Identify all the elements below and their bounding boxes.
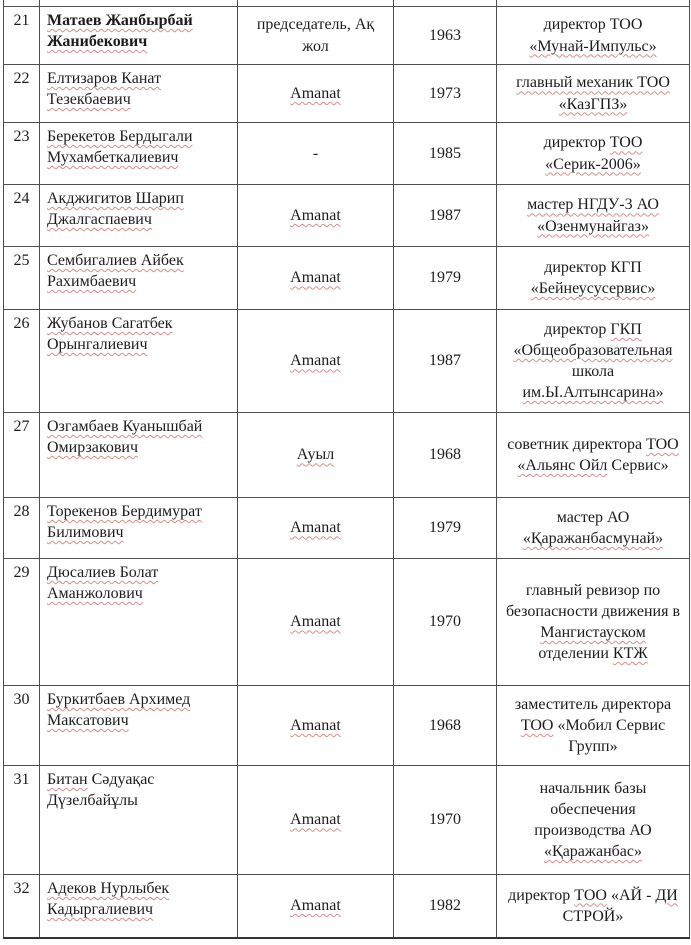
table-row <box>4 686 690 766</box>
name-cell: Торекенов Бердимурат Билимович <box>40 498 238 559</box>
party-cell: Amanat <box>238 498 394 559</box>
name-cell: Адеков Нурлыбек Кадыргалиевич <box>40 875 238 938</box>
birth-year-cell: 1985 <box>394 123 497 185</box>
row-number-cell: 21 <box>4 7 40 65</box>
position-cell: советник директора ТОО «Альянс Ойл Сервис» <box>497 413 690 498</box>
position-cell: главный ревизор по безопасности движения в Мангистауском отделении КТЖ <box>497 559 690 686</box>
position-cell: директор ГКП «Общеобразовательная школа им.Ы.Алтынсарина» <box>497 310 690 413</box>
name-cell: Дюсалиев Болат Аманжолович <box>40 559 238 686</box>
party-cell: Amanat <box>238 686 394 766</box>
row-number-cell: 30 <box>4 686 40 766</box>
position-cell: заместитель директора ТОО «Мобил Сервис Групп» <box>497 686 690 766</box>
party-cell: Amanat <box>238 310 394 413</box>
position-cell: мастер АО «Қаражанбасмунай» <box>497 498 690 559</box>
name-cell: Битан Сәдуақас Дүзелбайұлы <box>40 766 238 875</box>
position-cell: директор ТОО «Мунай-Импульс» <box>497 7 690 65</box>
row-number-cell: 32 <box>4 875 40 938</box>
row-number-cell: 26 <box>4 310 40 413</box>
birth-year-cell: 1979 <box>394 247 497 310</box>
row-number-cell: 22 <box>4 65 40 123</box>
name-cell: Матаев Жанбырбай Жанибекович <box>40 7 238 65</box>
position-cell: директор ТОО «Серик-2006» <box>497 123 690 185</box>
birth-year-cell: 1968 <box>394 686 497 766</box>
party-cell: Amanat <box>238 185 394 247</box>
party-cell: Amanat <box>238 875 394 938</box>
table-row <box>4 65 690 123</box>
birth-year-cell: 1982 <box>394 875 497 938</box>
row-number-cell: 31 <box>4 766 40 875</box>
birth-year-cell: 1973 <box>394 65 497 123</box>
position-cell: директор ТОО «АЙ - ДИ СТРОЙ» <box>497 875 690 938</box>
party-cell: Amanat <box>238 247 394 310</box>
row-number-cell: 24 <box>4 185 40 247</box>
name-cell: Акджигитов Шарип Джалгаспаевич <box>40 185 238 247</box>
name-cell: Берекетов Бердыгали Мухамбеткалиевич <box>40 123 238 185</box>
table-row <box>4 498 690 559</box>
table-row <box>4 247 690 310</box>
position-cell: мастер НГДУ-3 АО «Озенмунайгаз» <box>497 185 690 247</box>
table-row <box>4 875 690 938</box>
table-row <box>4 310 690 413</box>
birth-year-cell: 1968 <box>394 413 497 498</box>
row-number-cell: 25 <box>4 247 40 310</box>
row-number-cell: 29 <box>4 559 40 686</box>
position-cell: директор КГП «Бейнеусусервис» <box>497 247 690 310</box>
birth-year-cell: 1970 <box>394 559 497 686</box>
birth-year-cell: 1963 <box>394 7 497 65</box>
party-cell: Amanat <box>238 65 394 123</box>
candidates-table <box>3 0 690 939</box>
name-cell: Жубанов Сагатбек Орынгалиевич <box>40 310 238 413</box>
birth-year-cell: 1979 <box>394 498 497 559</box>
birth-year-cell: 1970 <box>394 766 497 875</box>
party-cell: Amanat <box>238 766 394 875</box>
party-cell: - <box>238 123 394 185</box>
table-row <box>4 7 690 65</box>
name-cell: Озгамбаев Куанышбай Омирзакович <box>40 413 238 498</box>
birth-year-cell: 1987 <box>394 310 497 413</box>
party-cell: председатель, Ақ жол <box>238 7 394 65</box>
position-cell: главный механик ТОО «КазГПЗ» <box>497 65 690 123</box>
row-number-cell: 27 <box>4 413 40 498</box>
table-row <box>4 123 690 185</box>
position-cell: начальник базы обеспечения производства АО «Қаражанбас» <box>497 766 690 875</box>
party-cell: Amanat <box>238 559 394 686</box>
table-row <box>4 185 690 247</box>
table-row <box>4 766 690 875</box>
row-number-cell: 23 <box>4 123 40 185</box>
name-cell: Буркитбаев Архимед Максатович <box>40 686 238 766</box>
party-cell: Ауыл <box>238 413 394 498</box>
birth-year-cell: 1987 <box>394 185 497 247</box>
row-number-cell: 28 <box>4 498 40 559</box>
table-row <box>4 559 690 686</box>
table-body <box>4 0 690 938</box>
name-cell: Сембигалиев Айбек Рахимбаевич <box>40 247 238 310</box>
table-row <box>4 413 690 498</box>
name-cell: Елтизаров Канат Тезекбаевич <box>40 65 238 123</box>
